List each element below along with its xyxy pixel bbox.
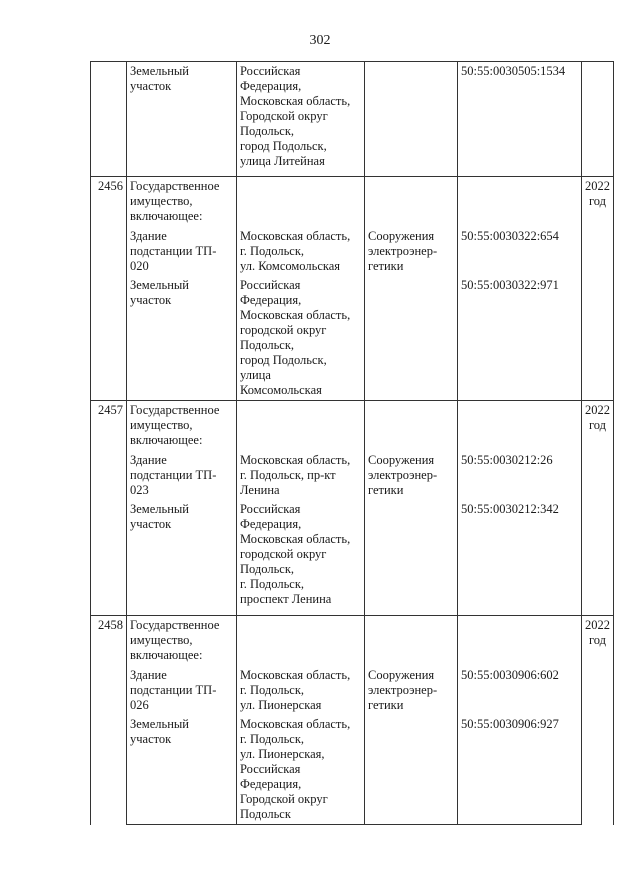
table-row [91, 401, 614, 452]
item-name: Земельный участок [127, 500, 237, 616]
item-address: Московская область, г. Подольск, пр-кт Ленина [237, 451, 365, 500]
table-row [91, 715, 614, 825]
item-address: Российская Федерация, Московская область, Городской округ Подольск, город Подольск, улица Литейная [237, 62, 365, 177]
item-purpose [365, 276, 458, 401]
item-purpose: Сооружения электроэнер- гетики [365, 666, 458, 715]
table-row [91, 500, 614, 616]
record-year: 2022 год [582, 401, 614, 616]
item-name: Земельный участок [127, 715, 237, 825]
item-cadastral-number: 50:55:0030906:602 [458, 666, 582, 715]
item-cadastral-number: 50:55:0030212:342 [458, 500, 582, 616]
item-name: Здание подстанции ТП- 026 [127, 666, 237, 715]
table-row [91, 616, 614, 667]
record-year: 2022 год [582, 177, 614, 401]
record-title: Государственное имущество, включающее: [127, 401, 237, 452]
record-number: 2456 [91, 177, 127, 401]
record-year [582, 62, 614, 177]
item-purpose [365, 62, 458, 177]
record-number: 2457 [91, 401, 127, 616]
item-purpose: Сооружения электроэнер- гетики [365, 227, 458, 276]
item-address: Российская Федерация, Московская область, городской округ Подольск, город Подольск, улица Комсомольская [237, 276, 365, 401]
item-purpose [365, 715, 458, 825]
item-address: Московская область, г. Подольск, ул. Пионерская [237, 666, 365, 715]
item-purpose [365, 500, 458, 616]
table-row [91, 62, 614, 177]
item-cadastral-number: 50:55:0030322:971 [458, 276, 582, 401]
table-row [91, 451, 614, 500]
table-row [91, 177, 614, 228]
item-name: Здание подстанции ТП- 020 [127, 227, 237, 276]
item-address: Московская область, г. Подольск, ул. Комсомольская [237, 227, 365, 276]
item-name: Земельный участок [127, 62, 237, 177]
item-address: Московская область, г. Подольск, ул. Пионерская, Российская Федерация, Городской округ Подольск [237, 715, 365, 825]
page-number: 302 [309, 33, 331, 48]
record-title: Государственное имущество, включающее: [127, 177, 237, 228]
item-name: Земельный участок [127, 276, 237, 401]
table-row [91, 666, 614, 715]
record-number [91, 62, 127, 177]
item-cadastral-number: 50:55:0030906:927 [458, 715, 582, 825]
property-registry-table [90, 61, 614, 825]
item-cadastral-number: 50:55:0030212:26 [458, 451, 582, 500]
table-row [91, 227, 614, 276]
item-cadastral-number: 50:55:0030322:654 [458, 227, 582, 276]
record-number: 2458 [91, 616, 127, 825]
item-name: Здание подстанции ТП- 023 [127, 451, 237, 500]
table-row [91, 276, 614, 401]
item-cadastral-number: 50:55:0030505:1534 [458, 62, 582, 177]
record-title: Государственное имущество, включающее: [127, 616, 237, 667]
item-purpose: Сооружения электроэнер- гетики [365, 451, 458, 500]
item-address: Российская Федерация, Московская область, городской округ Подольск, г. Подольск, проспект Ленина [237, 500, 365, 616]
record-year: 2022 год [582, 616, 614, 825]
